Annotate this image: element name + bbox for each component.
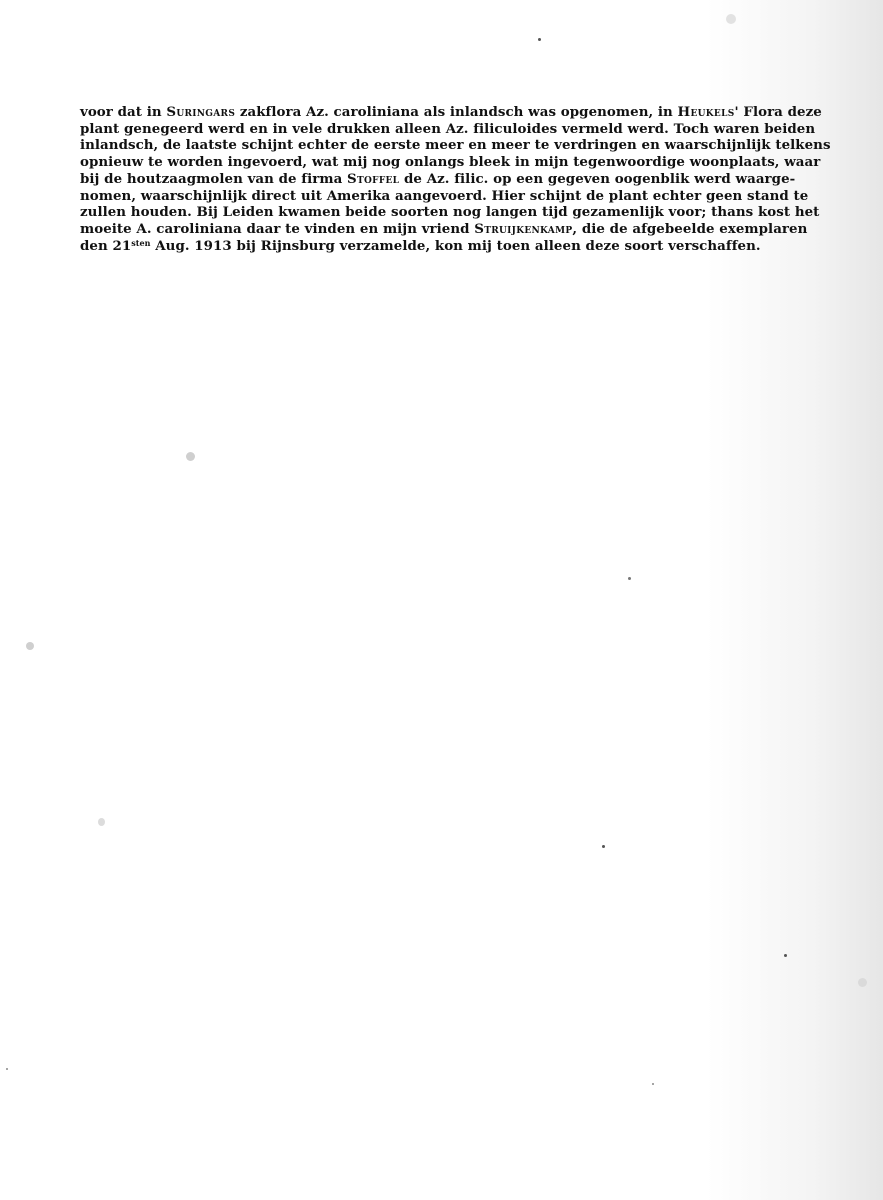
body-paragraph [80, 104, 831, 254]
paper-speck [784, 954, 787, 957]
person-name-struijkenkamp: Struijkenkamp [474, 220, 573, 237]
paper-speck [628, 577, 631, 580]
date-superscript: sten [131, 237, 151, 248]
paper-speck [858, 978, 867, 987]
text-line-1: voor dat in Suringars zakflora Az. caroliniana als inlandsch was opgenomen, in Heukels' Flora deze [80, 104, 822, 120]
text-line-8: moeite A. caroliniana daar te vinden en mijn vriend Struijkenkamp, die de afgebeelde exemplaren [80, 220, 808, 237]
text-line-6: nomen, waarschijnlijk direct uit Amerika aangevoerd. Hier schijnt de plant echter geen stand te [80, 187, 809, 204]
paper-speck [726, 14, 736, 24]
paper-speck [6, 1068, 8, 1070]
text-line-9: den $21^{sten}$ Aug. 1913 bij Rijnsburg verzamelde, kon mij toen alleen deze soort verschaffen. [80, 237, 761, 254]
text-line-2: plant genegeerd werd en in vele drukken alleen Az. filiculoides vermeld werd. Toch waren beiden [80, 120, 816, 137]
paper-speck [538, 38, 541, 41]
author-name-heukels: Heukels [677, 104, 735, 120]
author-name-suringar: Suringars [166, 104, 236, 120]
paper-speck [98, 818, 105, 826]
paper-speck [26, 642, 34, 650]
company-name-stoffel: Stoffel [347, 170, 400, 187]
text-line-4: opnieuw te worden ingevoerd, wat mij nog onlangs bleek in mijn tegenwoordige woonplaats, waar [80, 154, 821, 171]
paper-speck [602, 845, 605, 848]
text-line-3: inlandsch, de laatste schijnt echter de eerste meer en meer te verdringen en waarschijnlijk telkens [80, 137, 831, 154]
paper-speck [652, 1083, 654, 1085]
paper-speck [186, 452, 195, 461]
text-line-5: bij de houtzaagmolen van de firma Stoffel de Az. filic. op een gegeven oogenblik werd waarge- [80, 170, 796, 187]
text-line-7: zullen houden. Bij Leiden kwamen beide soorten nog langen tijd gezamenlijk voor; thans kost het [80, 204, 820, 221]
